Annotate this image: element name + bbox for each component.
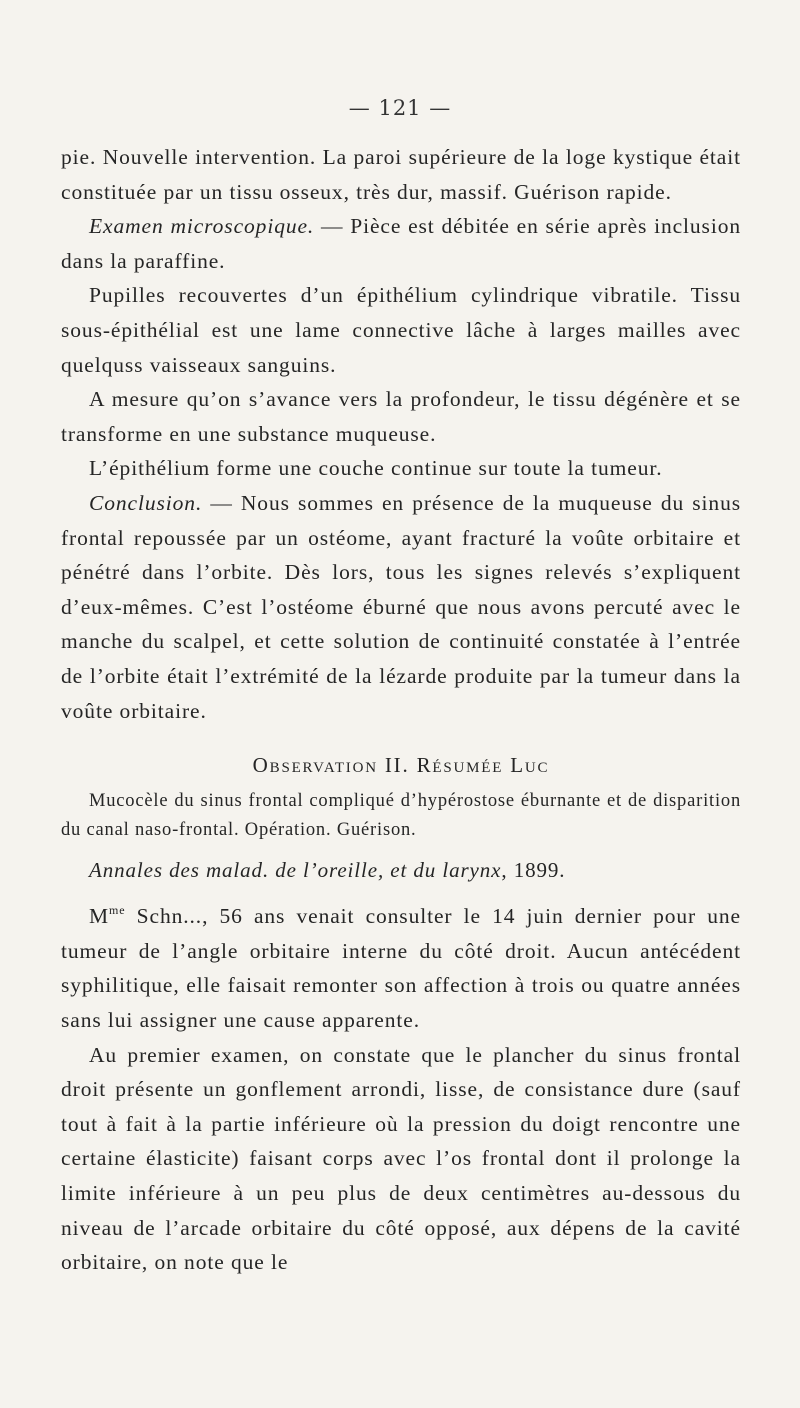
body-text [61, 140, 741, 1280]
observation-summary: Mucocèle du sinus frontal compliqué d’hypérostose éburnante et de disparition du canal naso-frontal. Opération. Guérison. [61, 790, 741, 840]
paragraph-pupilles: Pupilles recouvertes d’un épithélium cylindrique vibratile. Tissu sous-épithélial est une lame connective lâche à larges mailles avec quelquss vaisseaux sanguins. [61, 283, 741, 377]
section-label-examen: Examen microscopique. [89, 214, 315, 239]
paragraph-conclusion-text: — Nous sommes en présence de la muqueuse du sinus frontal repoussée par un ostéome, ayant fracturé la voûte orbitaire et pénétré dans l’orbite. Dès lors, tous les signes relevés s’expliquent d’eux-mêmes. C’est l’ostéome éburné que nous avons percuté avec le manche du scalpel, et cette solution de continuité constatée à l’entrée de l’orbite était l’extrémité de la lézarde produite par la tumeur dans la voûte orbitaire. [61, 490, 741, 723]
paragraph-epithelium: L’épithélium forme une couche continue sur toute la tumeur. [89, 456, 663, 481]
paragraph-examen-text: — Pièce est débitée en série après inclusion dans la paraffine. [61, 214, 741, 273]
page-number: — 121 — [348, 96, 452, 120]
paragraph-profondeur: A mesure qu’on s’avance vers la profondeur, le tissu dégénère et se transforme en une substance muqueuse. [61, 387, 741, 446]
observation-heading: Observation II. Résumée Luc [252, 753, 550, 778]
patient-title-sup: me [109, 903, 126, 918]
citation-year: , 1899. [501, 857, 566, 882]
section-label-conclusion: Conclusion. [89, 490, 203, 515]
paragraph-patient [61, 899, 741, 1037]
citation-journal: Annales des malad. de l’oreille, et du larynx [89, 857, 502, 882]
paragraph-examen [61, 209, 741, 278]
paragraph-conclusion [61, 486, 741, 728]
paragraph-continuation: pie. Nouvelle intervention. La paroi supérieure de la loge kystique était constituée par un tissu osseux, très dur, massif. Guérison rapide. [61, 145, 741, 204]
paragraph-examen-clinique: Au premier examen, on constate que le plancher du sinus frontal droit présente un gonflement arrondi, lisse, de consistance dure (sauf tout à fait à la partie inférieure où la pression du doigt rencontre une certaine élasticite) faisant corps avec l’os frontal dont il prolonge la limite inférieure à un peu plus de deux centimètres au-dessous du niveau de l’arcade orbitaire du côté opposé, aux dépens de la cavité orbitaire, on note que le [61, 1042, 741, 1275]
patient-title-prefix: M [89, 904, 110, 929]
citation [61, 853, 741, 888]
paragraph-patient-text: Schn..., 56 ans venait consulter le 14 juin dernier pour une tumeur de l’angle orbitaire interne du côté droit. Aucun antécédent syphilitique, elle faisait remonter son affection à trois ou quatre années sans lui assigner une cause apparente. [61, 904, 741, 1033]
